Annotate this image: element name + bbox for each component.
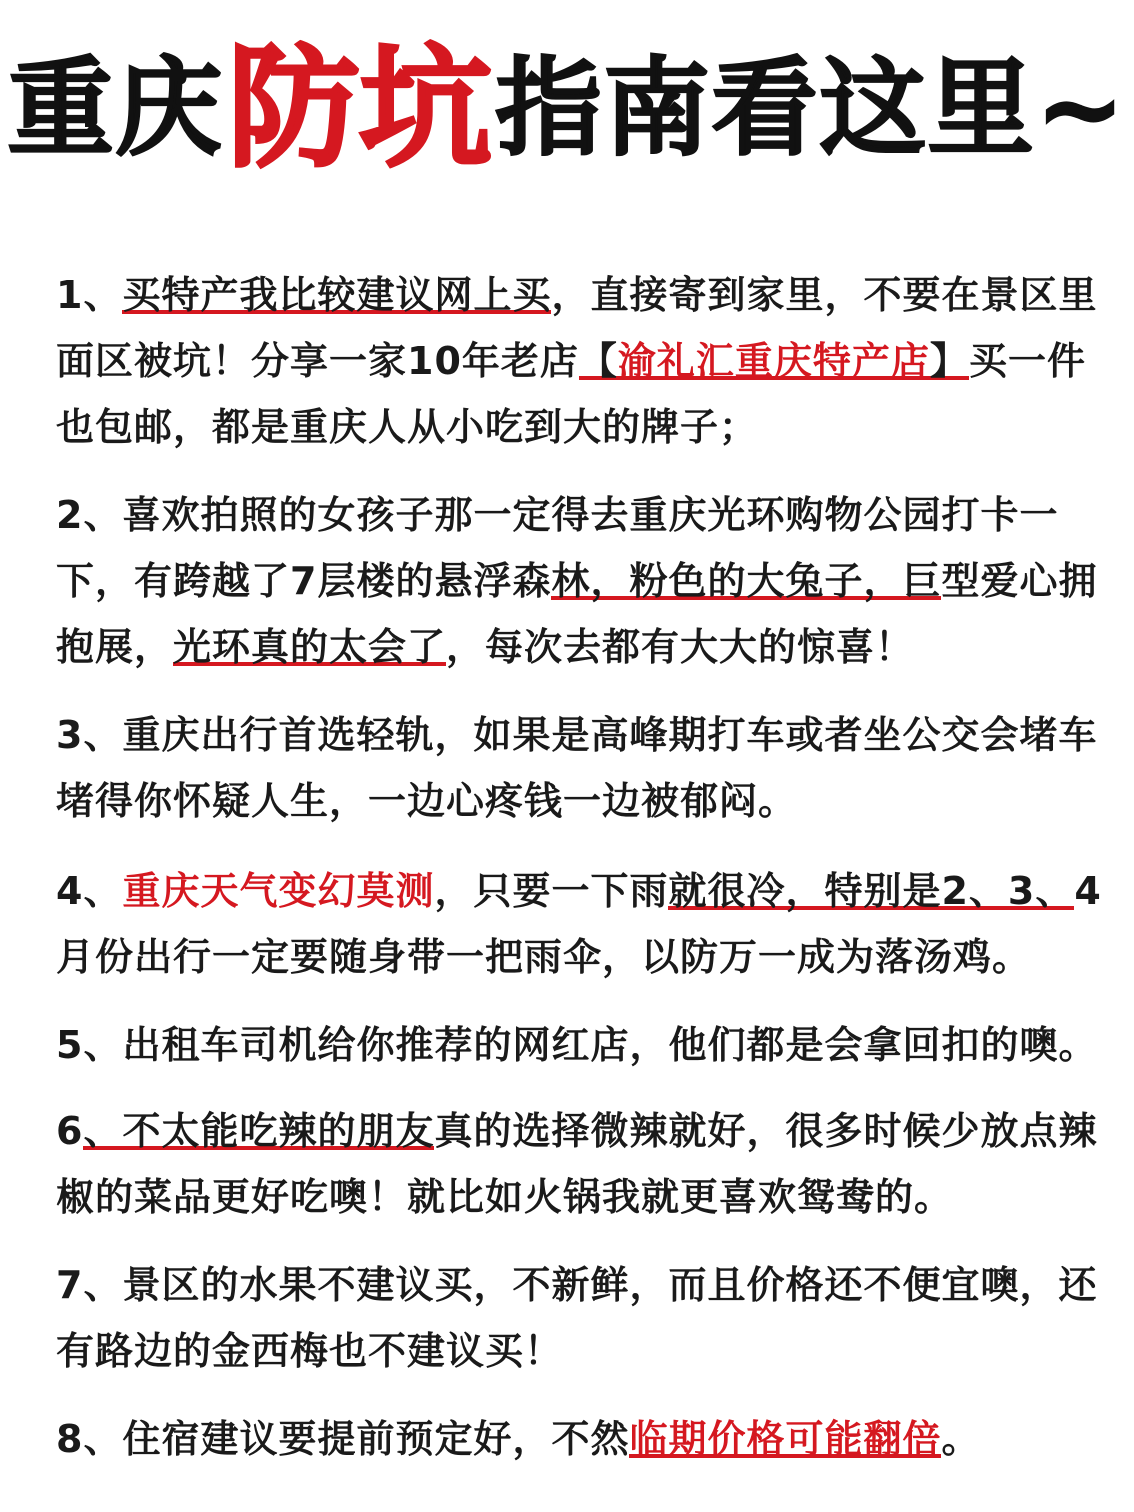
tip-2-underlined-text: 林，粉色的大兔子，巨 [551,559,942,603]
tip-8-text: 8、住宿建议要提前预定好，不然 [56,1417,630,1461]
tip-2 [56,482,1116,680]
tip-8 [56,1406,1116,1472]
tip-8-highlight-text: 临期价格可能翻倍 [629,1417,942,1461]
page-title [0,28,1134,188]
tip-6-number: 6 [56,1109,84,1153]
tip-1-text: ，直接寄到家里，不要在景区里面区被坑！分享一家10年老店 [56,273,1098,383]
tip-1-bracket-open: 【 [578,339,618,383]
title-part-chongqing: 重庆 [7,46,224,170]
title-part-guide: 指南看这里~ [495,46,1127,170]
tip-1 [56,262,1116,460]
tip-4-number: 4、 [56,869,123,913]
tip-2-text-end: ，每次去都有大大的惊喜！ [446,625,915,669]
tip-4-highlight-text: 重庆天气变幻莫测 [122,869,435,913]
tip-5 [56,1012,1116,1078]
tip-6-underlined-text: 、不太能吃辣的朋友 [83,1109,435,1153]
tip-4-text-end: 4月份出行一定要随身带一把雨伞，以防万一成为落汤鸡。 [56,869,1102,979]
tip-2-text: 2、喜欢拍照的女孩子那一定得去重庆光环购物公园打卡一下，有跨越了7层楼的悬浮森 [56,493,1059,603]
title-part-highlight: 防坑 [227,31,492,186]
tip-4-underlined-text: 就很冷，特别是2、3、 [668,869,1075,913]
tips-list [56,262,1116,1494]
tip-8-text-end: 。 [941,1417,981,1461]
tip-3-text: 3、重庆出行首选轻轨，如果是高峰期打车或者坐公交会堵车堵得你怀疑人生，一边心疼钱一边被郁闷。 [56,713,1098,823]
tip-4 [56,858,1116,990]
tip-3 [56,702,1116,834]
tip-4-text: ，只要一下雨 [434,869,669,913]
tip-1-number: 1、 [56,273,123,317]
tip-6 [56,1098,1116,1230]
tip-1-shop-name: 渝礼汇重庆特产店 [617,339,930,383]
tip-1-text-end: 买一件也包邮，都是重庆人从小吃到大的牌子； [56,339,1086,449]
tip-7-text: 7、景区的水果不建议买，不新鲜，而且价格还不便宜噢，还有路边的金西梅也不建议买！ [56,1263,1098,1373]
tip-2-text-mid: 型爱心拥抱展， [56,559,1098,669]
tip-7 [56,1252,1116,1384]
tip-5-text: 5、出租车司机给你推荐的网红店，他们都是会拿回扣的噢。 [56,1023,1098,1067]
tip-1-underlined-text: 买特产我比较建议网上买 [122,273,552,317]
tip-1-bracket-close: 】 [929,339,969,383]
tip-2-underlined-text-2: 光环真的太会了 [173,625,447,669]
tip-6-text: 真的选择微辣就好，很多时候少放点辣椒的菜品更好吃噢！就比如火锅我就更喜欢鸳鸯的。 [56,1109,1098,1219]
